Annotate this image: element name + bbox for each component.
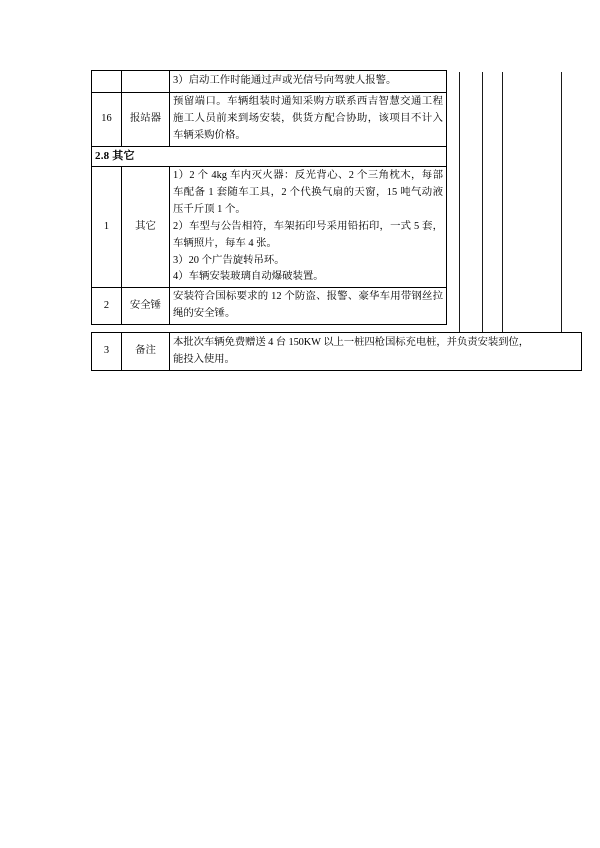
table-row: [92, 333, 582, 371]
row-name-cell: 安全锤: [122, 288, 170, 325]
description-line: 3）20 个广告旋转吊环。: [173, 254, 285, 266]
row-description-cell: [170, 288, 447, 325]
section-heading-row: [92, 146, 447, 167]
description-line: 能投入使用。: [173, 353, 235, 365]
row-description-cell: 预留端口。车辆组装时通知采购方联系西吉智慧交通工程施工人员前来到场安装，供货方配合协助，该项目不计入车辆采购价格。: [170, 93, 447, 147]
column-rule-1: [459, 72, 460, 332]
row-number-cell: [92, 71, 122, 93]
row-description-cell: [170, 167, 447, 288]
description-line: 4）车辆安装玻璃自动爆破装置。: [173, 271, 324, 283]
description-line: 安装符合国标要求的 12 个防盗、报警、豪华车用带钢丝拉绳的安全锤。: [173, 291, 443, 320]
row-name-cell: [122, 71, 170, 93]
table-outer-right-rule: [561, 72, 562, 332]
table-row: [92, 167, 447, 288]
table-row: [92, 71, 447, 93]
specification-table: [91, 70, 447, 325]
table-row: [92, 288, 447, 325]
column-rule-2: [482, 72, 483, 332]
row-number-cell: 16: [92, 93, 122, 147]
section-heading: 2.8 其它: [92, 146, 447, 167]
table-row: [92, 93, 447, 147]
table-container: [91, 70, 566, 365]
description-line: 2）车型与公告相符，车架拓印号采用铅拓印，一式 5 套，车辆照片，每车 4 张。: [173, 220, 443, 249]
column-rule-3: [502, 72, 503, 332]
description-line: 本批次车辆免费赠送 4 台 150KW 以上一桩四枪国标充电桩，并负责安装到位，: [173, 337, 530, 348]
row-description-cell: 3）启动工作时能通过声或光信号向驾驶人报警。: [170, 71, 447, 93]
remarks-table: [91, 332, 582, 371]
row-name-cell: 报站器: [122, 93, 170, 147]
row-name-cell: 其它: [122, 167, 170, 288]
row-name-cell: 备注: [122, 333, 170, 371]
row-description-cell: [170, 333, 582, 371]
row-number-cell: 2: [92, 288, 122, 325]
row-number-cell: 3: [92, 333, 122, 371]
description-line: 1）2 个 4kg 车内灭火器：反光背心、2 个三角枕木，每部车配备 1 套随车工具，2 个代换气扇的天窗，15 吨气动液压千斤顶 1 个。: [173, 170, 443, 216]
row-number-cell: 1: [92, 167, 122, 288]
